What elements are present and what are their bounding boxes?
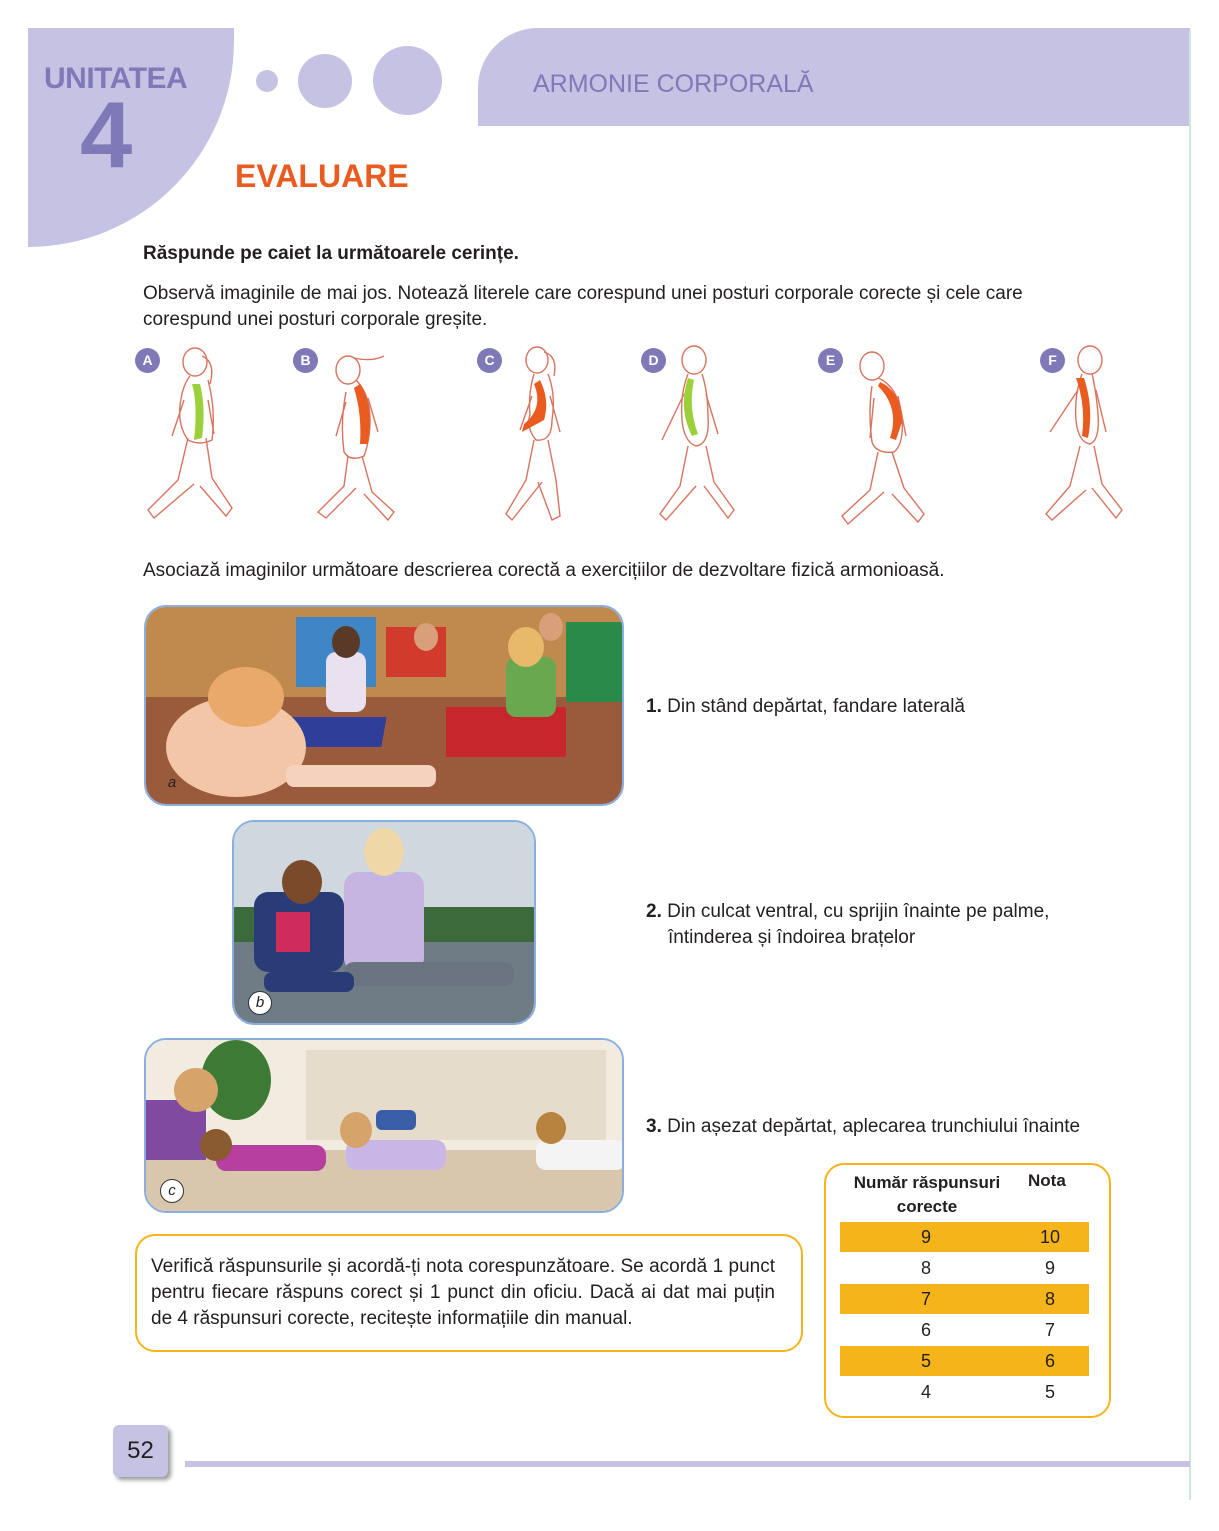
figure-letter-e: E <box>818 348 843 373</box>
photo-tag-a: a <box>167 774 177 791</box>
task1-line: corespund unei posturi corporale greșite. <box>143 309 488 330</box>
photo-tag-b: b <box>248 991 272 1015</box>
answers-cell: 9 <box>920 1227 931 1247</box>
exercise-number: 1. <box>646 696 662 717</box>
task1-text <box>143 281 1143 333</box>
posture-figure-b <box>308 340 418 535</box>
decor-dot-small <box>256 70 278 92</box>
answers-cell: 7 <box>920 1289 931 1309</box>
photo-tag-c: c <box>160 1179 184 1203</box>
figure-letter-c: C <box>477 348 502 373</box>
exercise-photo-b <box>232 820 536 1025</box>
grade-table-row <box>840 1315 1089 1345</box>
exercise-photo-c <box>144 1038 624 1213</box>
unit-label: UNITATEA <box>44 62 188 95</box>
spine-highlight <box>354 384 370 444</box>
unit-number: 4 <box>80 82 133 187</box>
grade-table-row <box>840 1222 1089 1252</box>
page-number: 52 <box>113 1425 168 1477</box>
grade-cell: 6 <box>1044 1351 1055 1371</box>
exercise-number: 2. <box>646 901 662 922</box>
decor-dot-large <box>373 46 442 115</box>
posture-figure-c <box>482 340 592 535</box>
task2-text: Asociază imaginilor următoare descrierea corectă a exercițiilor de dezvoltare fizică armonioasă. <box>143 560 945 581</box>
grade-table-row <box>840 1284 1089 1314</box>
page-edge-line <box>1189 30 1191 1500</box>
decor-dot-medium <box>298 54 352 108</box>
section-title: EVALUARE <box>235 158 409 194</box>
exercise-text: Din stând depărtat, fandare laterală <box>667 696 965 717</box>
footer-line <box>185 1461 1190 1467</box>
posture-figure-f <box>1022 340 1132 535</box>
exercise-text-continued: întinderea și îndoirea brațelor <box>668 927 916 948</box>
grade-table-header-grade: Nota <box>1028 1171 1066 1190</box>
grade-table-row <box>840 1377 1089 1407</box>
answers-cell: 6 <box>920 1320 931 1340</box>
spine-highlight <box>192 384 204 440</box>
answers-cell: 8 <box>920 1258 931 1278</box>
exercise-text: Din culcat ventral, cu sprijin înainte pe palme, <box>667 901 1050 922</box>
exercise-item-2 <box>646 899 1049 951</box>
answers-cell: 4 <box>920 1382 931 1402</box>
exercise-number: 3. <box>646 1116 662 1137</box>
chapter-title: ARMONIE CORPORALĂ <box>533 70 814 98</box>
exercise-photo-a <box>144 605 624 806</box>
posture-figure-e <box>832 340 942 535</box>
spine-highlight <box>522 380 546 432</box>
figure-letter-d: D <box>641 348 666 373</box>
exercise-item-3 <box>646 1114 1080 1140</box>
figure-letter-b: B <box>293 348 318 373</box>
exercise-text: Din așezat depărtat, aplecarea trunchiului înainte <box>667 1116 1081 1137</box>
photo-c-scene <box>146 1040 624 1213</box>
grade-cell: 5 <box>1044 1382 1055 1402</box>
grade-table-header-answers: Număr răspunsuri corecte <box>853 1173 1001 1216</box>
task1-line: Observă imaginile de mai jos. Notează literele care corespund unei posturi corporale corecte și cele care <box>143 283 1023 304</box>
figure-letter-a: A <box>135 348 160 373</box>
grade-cell: 10 <box>1039 1227 1061 1247</box>
posture-figure-d <box>648 340 758 535</box>
photo-b-scene <box>234 822 536 1025</box>
exercise-item-1 <box>646 694 965 720</box>
grade-cell: 9 <box>1044 1258 1055 1278</box>
answers-cell: 5 <box>920 1351 931 1371</box>
spine-highlight <box>878 382 902 440</box>
photo-a-scene <box>146 607 624 806</box>
grade-cell: 8 <box>1044 1289 1055 1309</box>
spine-highlight <box>684 378 698 436</box>
grade-cell: 7 <box>1044 1320 1055 1340</box>
grade-table-row <box>840 1253 1089 1283</box>
self-assessment-note: Verifică răspunsurile și acordă-ți nota corespunzătoare. Se acordă 1 punct pentru fiecare răspuns corect și 1 punct din oficiu. Dacă ai dat mai puțin de 4 răspunsuri corecte, recitește informațiile din manual. <box>135 1234 803 1352</box>
figure-letter-f: F <box>1040 348 1065 373</box>
bold-instruction: Răspunde pe caiet la următoarele cerințe. <box>143 243 519 264</box>
grade-table-row <box>840 1346 1089 1376</box>
posture-figure-a <box>140 340 250 535</box>
